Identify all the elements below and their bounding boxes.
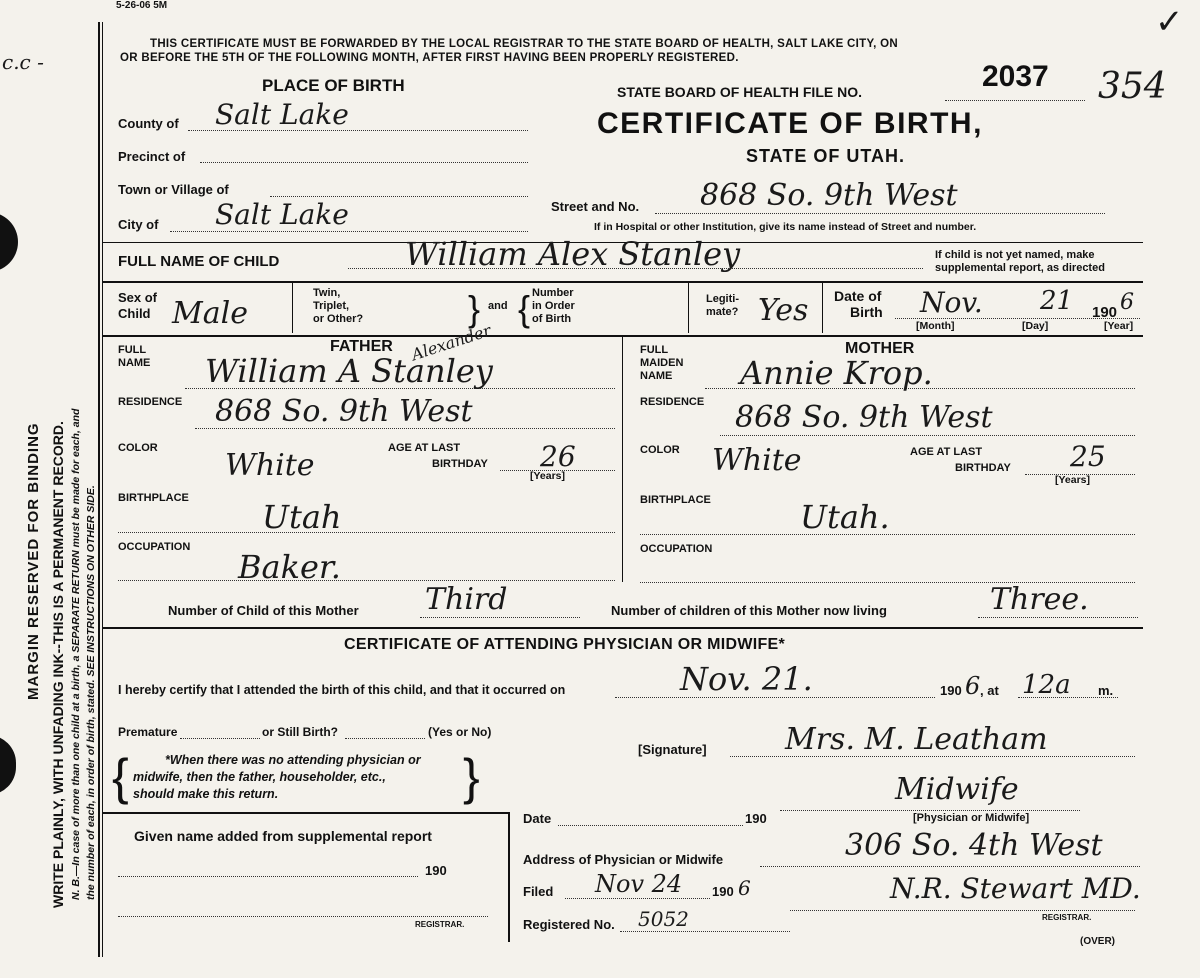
child-number-line: [420, 617, 580, 618]
filed-value: Nov 24: [595, 870, 683, 898]
file-handwritten: 354: [1098, 66, 1167, 107]
registered-label: Registered No.: [523, 917, 615, 932]
note-line-1: *When there was no attending physician or: [165, 753, 421, 767]
yes-no-label: (Yes or No): [428, 725, 492, 739]
order-label-3: of Birth: [532, 313, 572, 325]
mother-occupation-label: OCCUPATION: [640, 543, 713, 555]
binder-hole-top: [0, 212, 18, 272]
file-number: 2037: [982, 60, 1049, 93]
supp-registrar: REGISTRAR.: [415, 920, 465, 929]
living-line: [978, 617, 1138, 618]
attending-heading: CERTIFICATE OF ATTENDING PHYSICIAN OR MIDWIFE*: [344, 636, 786, 653]
signature-value: Mrs. M. Leatham: [785, 722, 1048, 757]
certificate-title: CERTIFICATE OF BIRTH,: [597, 107, 983, 140]
child-name-value: William Alex Stanley: [405, 235, 741, 273]
mother-birthplace-label: BIRTHPLACE: [640, 494, 711, 506]
parents-center-divider: [622, 337, 623, 582]
father-occupation-value: Baker.: [238, 548, 341, 586]
child-number-value: Third: [425, 582, 508, 617]
check-mark: ✓: [1155, 2, 1184, 42]
order-label-1: Number: [532, 287, 574, 299]
note-line-3: should make this return.: [133, 787, 279, 801]
father-name-insert: Alexander: [409, 320, 494, 365]
father-heading: FATHER: [330, 338, 393, 355]
living-label: Number of children of this Mother now living: [611, 603, 887, 618]
file-label: STATE BOARD OF HEALTH FILE NO.: [617, 84, 862, 100]
father-full-label: FULL: [118, 344, 147, 356]
binder-hole-bottom: [0, 735, 16, 795]
divider-sex-twin: [292, 283, 293, 333]
premature-line: [180, 738, 260, 739]
supp-label: Given name added from supplemental report: [134, 828, 432, 844]
registrar-label: REGISTRAR.: [1042, 913, 1092, 922]
file-line: [945, 100, 1085, 101]
address-label: Address of Physician or Midwife: [523, 852, 724, 867]
mother-age-label-1: AGE AT LAST: [910, 446, 983, 458]
note-brace-left: {: [112, 749, 129, 805]
footer-vertical-divider: [508, 812, 510, 942]
street-label: Street and No.: [551, 199, 640, 214]
premature-label: Premature: [118, 725, 178, 739]
divider-footer-left: [103, 812, 508, 814]
mother-residence-label: RESIDENCE: [640, 396, 705, 408]
certify-text: I hereby certify that I attended the birth of this child, and that it occurred on: [118, 683, 566, 697]
signature-label: [Signature]: [638, 742, 707, 757]
father-birthplace-value: Utah: [262, 498, 342, 536]
dob-year-hand: 6: [1120, 290, 1134, 315]
mother-maiden-label: MAIDEN: [640, 357, 684, 369]
supp-year: 190: [425, 863, 447, 878]
twin-label-3: or Other?: [313, 313, 364, 325]
twin-label-1: Twin,: [313, 287, 341, 299]
over-label: (OVER): [1080, 936, 1115, 947]
divider-above-attending: [103, 627, 1143, 629]
place-of-birth-heading: PLACE OF BIRTH: [262, 76, 405, 95]
registrar-signature: N.R. Stewart MD.: [890, 872, 1141, 905]
month-caption: [Month]: [916, 320, 955, 332]
note-line-2: midwife, then the father, householder, etc.,: [133, 770, 386, 784]
still-birth-label: or Still Birth?: [262, 725, 338, 739]
and-label: and: [488, 300, 508, 312]
certify-m: m.: [1098, 683, 1114, 698]
left-frame-rule: [98, 22, 100, 957]
legit-label-1: Legiti-: [706, 293, 739, 305]
mother-color-label: COLOR: [640, 444, 680, 456]
mother-birthplace-value: Utah.: [800, 498, 890, 536]
left-frame-rule-2: [102, 22, 103, 957]
town-line: [270, 196, 528, 197]
notice-line-1: THIS CERTIFICATE MUST BE FORWARDED BY THE LOCAL REGISTRAR TO THE STATE BOARD OF HEALTH, SALT LAKE CITY, ON: [150, 38, 898, 50]
year-caption: [Year]: [1104, 320, 1134, 332]
city-label: City of: [118, 217, 159, 232]
mother-years-caption: [Years]: [1055, 474, 1091, 486]
state-title: STATE OF UTAH.: [746, 146, 905, 166]
filed-year: 190: [712, 884, 734, 899]
father-years-caption: [Years]: [530, 470, 566, 482]
street-line: [655, 213, 1105, 214]
twin-brace: }: [468, 288, 481, 329]
divider-order-legit: [688, 283, 689, 333]
registered-value: 5052: [638, 907, 689, 931]
child-name-label: FULL NAME OF CHILD: [118, 253, 280, 270]
mother-name-label: NAME: [640, 370, 673, 382]
divider-above-sex: [103, 281, 1143, 283]
child-number-label: Number of Child of this Mother: [168, 603, 359, 618]
note-brace-right: }: [463, 749, 480, 805]
town-label: Town or Village of: [118, 182, 229, 197]
sex-value: Male: [172, 296, 248, 331]
father-residence-value: 868 So. 9th West: [215, 394, 473, 429]
street-value: 868 So. 9th West: [700, 178, 958, 213]
father-residence-label: RESIDENCE: [118, 396, 183, 408]
filed-year-hand: 6: [738, 876, 751, 900]
mother-age-label-2: BIRTHDAY: [955, 462, 1011, 474]
notice-line-2: OR BEFORE THE 5TH OF THE FOLLOWING MONTH, AFTER FIRST HAVING BEEN PROPERLY REGISTERED.: [120, 52, 739, 64]
mother-full-label: FULL: [640, 344, 669, 356]
registered-line: [620, 931, 790, 932]
role-line: [780, 810, 1080, 811]
filed-label: Filed: [523, 884, 554, 899]
father-name-label: NAME: [118, 357, 151, 369]
order-label-2: in Order: [532, 300, 575, 312]
dob-day: 21: [1040, 286, 1074, 316]
registrar-line: [790, 910, 1135, 911]
father-age-value: 26: [540, 440, 576, 473]
margin-cc: c.c -: [2, 50, 44, 74]
name-note-2: supplemental report, as directed: [935, 262, 1105, 274]
city-value: Salt Lake: [215, 198, 349, 231]
legit-value: Yes: [758, 293, 809, 328]
living-value: Three.: [990, 582, 1089, 617]
name-note-1: If child is not yet named, make: [935, 249, 1095, 261]
sex-label-2: Child: [118, 306, 151, 321]
mother-residence-value: 868 So. 9th West: [735, 400, 993, 435]
mother-name-value: Annie Krop.: [740, 354, 933, 392]
dob-label-1: Date of: [834, 288, 882, 304]
corner-note: 5-26-06 5M: [116, 0, 168, 11]
supp-line-1: [118, 876, 418, 877]
certify-date-value: Nov. 21.: [680, 660, 813, 698]
legit-label-2: mate?: [706, 306, 739, 318]
address-value: 306 So. 4th West: [845, 828, 1103, 863]
date-label: Date: [523, 811, 552, 826]
filed-line: [565, 898, 710, 899]
dob-label-2: Birth: [850, 304, 883, 320]
father-color-label: COLOR: [118, 442, 158, 454]
still-birth-line: [345, 738, 425, 739]
supp-line-2: [118, 916, 488, 917]
mother-color-value: White: [712, 443, 802, 478]
dob-month: Nov.: [920, 286, 983, 319]
father-occupation-label: OCCUPATION: [118, 541, 191, 553]
father-name-value: William A Stanley: [205, 352, 493, 390]
father-birthplace-label: BIRTHPLACE: [118, 492, 189, 504]
mother-age-value: 25: [1070, 440, 1106, 473]
day-caption: [Day]: [1022, 320, 1049, 332]
mother-residence-line: [720, 435, 1135, 436]
certify-year: 190: [940, 683, 962, 698]
father-age-label-1: AGE AT LAST: [388, 442, 461, 454]
precinct-line: [200, 162, 528, 163]
precinct-label: Precinct of: [118, 149, 186, 164]
twin-label-2: Triplet,: [313, 300, 350, 312]
mother-heading: MOTHER: [845, 340, 915, 357]
address-line: [760, 866, 1140, 867]
role-value: Midwife: [895, 772, 1019, 807]
date-line: [558, 825, 743, 826]
date-year: 190: [745, 811, 767, 826]
margin-nb-line2: the number of each, in order of birth, stated. SEE INSTRUCTIONS ON OTHER SIDE.: [85, 485, 97, 900]
dob-year: 190: [1092, 304, 1118, 321]
margin-ink-text: WRITE PLAINLY, WITH UNFADING INK--THIS IS A PERMANENT RECORD.: [50, 421, 66, 908]
sex-label-1: Sex of: [118, 290, 158, 305]
certify-time-value: 12a: [1022, 670, 1071, 700]
father-color-value: White: [225, 448, 315, 483]
certify-year-hand: 6: [965, 672, 981, 700]
city-line: [170, 231, 528, 232]
role-caption: [Physician or Midwife]: [913, 812, 1030, 824]
certify-at: , at: [980, 683, 999, 698]
margin-binding-text: MARGIN RESERVED FOR BINDING: [25, 422, 42, 700]
divider-above-parents: [103, 335, 1143, 337]
father-occupation-line: [118, 580, 615, 581]
county-label: County of: [118, 116, 179, 131]
hospital-note: If in Hospital or other Institution, give its name instead of Street and number.: [594, 221, 977, 233]
father-birthplace-line: [118, 532, 615, 533]
father-age-label-2: BIRTHDAY: [432, 458, 488, 470]
county-value: Salt Lake: [215, 98, 349, 131]
margin-nb-line1: N. B.—In case of more than one child at a birth, a SEPARATE RETURN must be made for each, and: [70, 408, 82, 900]
order-brace: {: [518, 288, 531, 329]
divider-legit-date: [822, 283, 823, 333]
